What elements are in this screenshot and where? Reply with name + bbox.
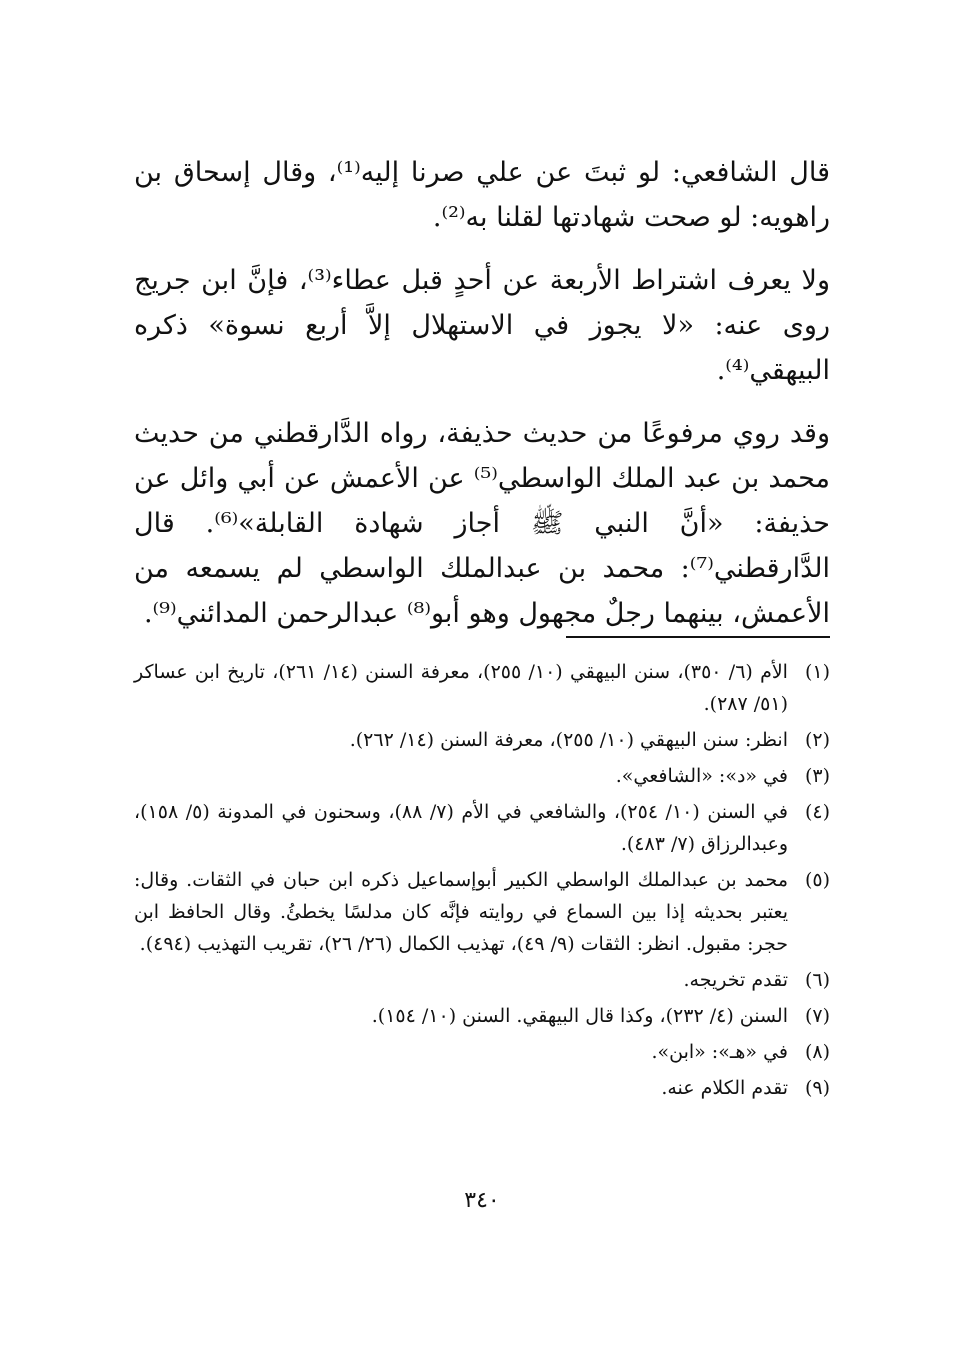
footnote-number: (٧) [804, 1005, 830, 1027]
footnote-number: (٤) [804, 801, 830, 823]
page-number: ٣٤٠ [464, 1188, 500, 1213]
footnote [134, 1072, 830, 1104]
footnote-divider [566, 636, 830, 638]
footnote-text: محمد بن عبدالملك الواسطي الكبير أبوإسماعيل ذكره ابن حبان في الثقات. وقال: يعتبر بحديثه إذا بين السماع في روايته فإنَّه كان مدلسًا يخطئُ. وقال الحافظ ابن حجر: مقبول. انظر: الثقات (٩/ ٤٩)، تهذيب الكمال (٢٦/ ٢٦)، تقريب التهذيب (٤٩٤). [134, 869, 788, 955]
footnote-number: (٦) [804, 969, 830, 991]
footnote [134, 864, 830, 960]
footnote-text: السنن (٤/ ٢٣٢)، وكذا قال البيهقي. السنن (١٠/ ١٥٤). [371, 1005, 788, 1027]
footnote-number: (١) [804, 661, 830, 683]
footnote-text: تقدم تخريجه. [683, 969, 788, 991]
paragraph: قال الشافعي: لو ثبتَ عن علي صرنا إليه⁽¹⁾، وقال إسحاق بن راهويه: لو صحت شهادتها لقلنا به⁽²⁾. [134, 157, 831, 233]
footnote [134, 1036, 830, 1068]
footnote-number: (٢) [804, 729, 830, 751]
footnote-number: (٨) [804, 1041, 830, 1063]
paragraph: ولا يعرف اشتراط الأربعة عن أحدٍ قبل عطاء⁽³⁾، فإنَّ ابن جريج روى عنه: «لا يجوز في الاستهلال إلاَّ أربع نسوة» ذكره البيهقي⁽⁴⁾. [134, 265, 830, 386]
footnote-number: (٩) [804, 1077, 830, 1099]
footnote [134, 656, 830, 720]
footnote-number: (٣) [804, 765, 830, 787]
footnote-text: تقدم الكلام عنه. [661, 1077, 788, 1099]
paragraph: وقد روي مرفوعًا من حديث حذيفة، رواه الدَّارقطني من حديث محمد بن عبد الملك الواسطي⁽⁵⁾ عن الأعمش عن أبي وائل عن حذيفة: «أنَّ النبي ﷺ أجاز شهادة القابلة»⁽⁶⁾. قال الدَّارقطني⁽⁷⁾: محمد بن عبدالملك الواسطي لم يسمعه من الأعمش، بينهما رجلٌ مجهول وهو أبو⁽⁸⁾ عبدالرحمن المدائني⁽⁹⁾. [134, 418, 830, 629]
footnote-text: في السنن (١٠/ ٢٥٤)، والشافعي في الأم (٧/ ٨٨)، وسحنون في المدونة (٥/ ١٥٨)، وعبدالرزاق (٧/ ٤٨٣). [134, 801, 788, 855]
footnote-text: انظر: سنن البيهقي (١٠/ ٢٥٥)، معرفة السنن (١٤/ ٢٦٢). [349, 729, 788, 751]
main-text [134, 150, 830, 654]
footnote [134, 964, 830, 996]
footnotes [134, 656, 830, 1108]
footnote [134, 796, 830, 860]
footnote [134, 724, 830, 756]
footnote-text: الأم (٦/ ٣٥٠)، سنن البيهقي (١٠/ ٢٥٥)، معرفة السنن (١٤/ ٢٦١)، تاريخ ابن عساكر (٥١/ ٢٨٧). [134, 661, 788, 715]
footnote-text: في «د»: «الشافعي». [615, 765, 788, 787]
footnote-text: في «هـ»: «ابن». [651, 1041, 788, 1063]
footnote-number: (٥) [804, 869, 830, 891]
footnote [134, 1000, 830, 1032]
footnote [134, 760, 830, 792]
